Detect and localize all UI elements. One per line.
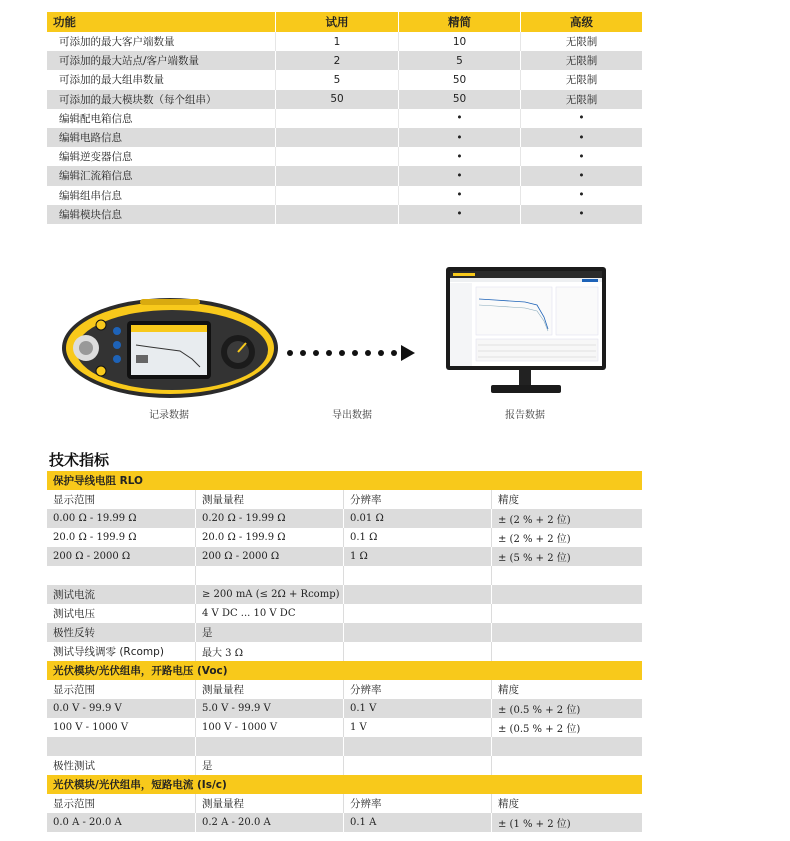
spec-table-cell: 分辨率 [343,680,491,699]
spec-table-cell [343,585,491,604]
spec-table-cell: 0.01 Ω [343,509,491,528]
spec-table-cell: 测量量程 [195,680,343,699]
spec-table-cell: 极性测试 [53,760,95,772]
spec-column-header-row [47,680,642,699]
spec-table-row [47,623,642,642]
feature-table-cell: 5 [275,70,398,89]
spec-table-cell: 0.2 A - 20.0 A [195,813,343,832]
spec-table-cell: 测量量程 [195,490,343,509]
feature-table-row [47,186,642,205]
spec-table-cell: 0.20 Ω - 19.99 Ω [195,509,343,528]
caption-report: 报告数据 [505,410,545,421]
feature-table-cell [275,166,398,185]
feature-table-cell: 编辑逆变器信息 [59,151,133,164]
spec-table-cell: 0.1 A [343,813,491,832]
feature-table-cell: 50 [275,90,398,109]
feature-table-cell: • [520,186,642,205]
feature-table-cell: 可添加的最大组串数量 [59,74,164,87]
spec-table-row [47,585,642,604]
spec-table-cell [343,604,491,623]
spec-table-cell [491,566,642,585]
spec-table [47,471,642,832]
feature-table-cell: 编辑汇流箱信息 [59,170,133,183]
feature-table-cell: 1 [275,32,398,51]
spec-table-cell: 5.0 V - 99.9 V [195,699,343,718]
caption-record: 记录数据 [149,410,189,421]
spec-table-cell: 精度 [491,794,642,813]
feature-table-cell [275,128,398,147]
feature-table-header [47,12,642,32]
feature-table-cell: 10 [398,32,520,51]
spec-table-cell: 100 V - 1000 V [195,718,343,737]
spec-table-cell: 显示范围 [53,494,95,506]
spec-table-cell: 0.0 V - 99.9 V [53,703,122,714]
feature-table-cell: 50 [398,90,520,109]
spec-table-cell [491,756,642,775]
feature-header-cell: 试用 [275,12,398,32]
spec-table-cell: 100 V - 1000 V [53,722,129,733]
feature-table-cell: 编辑组串信息 [59,189,122,202]
spec-table-cell: ± (1 % + 2 位) [491,813,642,832]
spec-table-cell: 20.0 Ω - 199.9 Ω [53,532,137,543]
feature-table-cell: • [520,109,642,128]
feature-table-cell: 无限制 [520,90,642,109]
caption-export: 导出数据 [332,410,372,421]
spec-section-title [47,471,642,490]
spec-table-cell [343,737,491,756]
spec-section-title [47,661,642,680]
feature-table-cell: 无限制 [520,70,642,89]
feature-table-row [47,90,642,109]
feature-table-cell: 50 [398,70,520,89]
spec-table-cell: 极性反转 [53,627,95,639]
spec-table-cell: 是 [195,623,343,642]
feature-table-row [47,51,642,70]
spec-table-cell [47,737,195,756]
spec-table-cell: ± (0.5 % + 2 位) [491,699,642,718]
feature-table-row [47,109,642,128]
workflow-illustration [0,255,790,425]
spec-table-cell: 测试电流 [53,589,95,601]
spec-table-cell [195,566,343,585]
feature-table-cell: 可添加的最大站点/客户端数量 [59,55,200,68]
spec-title: 技术指标 [49,451,110,469]
feature-table-cell: 无限制 [520,32,642,51]
spec-table-cell: ± (5 % + 2 位) [491,547,642,566]
spec-table-row [47,528,642,547]
spec-table-row [47,547,642,566]
spec-table-cell [491,737,642,756]
feature-table-row [47,128,642,147]
feature-table-row [47,147,642,166]
export-arrow [287,345,415,361]
spec-table-cell: 测试导线调零 (Rcomp) [53,646,164,658]
spec-table-cell [491,623,642,642]
spec-table-row [47,737,642,756]
feature-table-cell: 5 [398,51,520,70]
feature-header-cell: 高级 [520,12,642,32]
spec-table-row [47,699,642,718]
spec-table-cell: 分辨率 [343,794,491,813]
spec-table-cell: 200 Ω - 2000 Ω [195,547,343,566]
feature-table-cell: 编辑配电箱信息 [59,112,133,125]
spec-table-row [47,642,642,661]
spec-table-cell [343,642,491,661]
feature-table-cell: 2 [275,51,398,70]
spec-table-row [47,756,642,775]
feature-table-row [47,32,642,51]
spec-table-cell: 显示范围 [53,684,95,696]
spec-table-cell [343,756,491,775]
spec-table-cell: 最大 3 Ω [195,642,343,661]
feature-header-cell: 精简 [398,12,520,32]
spec-table-cell: 200 Ω - 2000 Ω [53,551,131,562]
spec-column-header-row [47,794,642,813]
spec-table-cell [491,642,642,661]
spec-table-cell: 精度 [491,680,642,699]
feature-table-cell [275,147,398,166]
spec-table-row [47,813,642,832]
feature-table-cell: • [398,186,520,205]
spec-table-cell [343,566,491,585]
feature-table-cell: 编辑模块信息 [59,208,122,221]
spec-table-row [47,566,642,585]
spec-table-cell: 是 [195,756,343,775]
feature-table-cell [275,186,398,205]
spec-table-cell: 20.0 Ω - 199.9 Ω [195,528,343,547]
feature-table [47,12,642,224]
spec-table-cell: 1 Ω [343,547,491,566]
spec-table-cell: 测量量程 [195,794,343,813]
feature-table-cell: • [520,128,642,147]
feature-table-cell [275,205,398,224]
spec-table-cell: 测试电压 [53,608,95,620]
spec-section-title-text: 保护导线电阻 RLO [53,475,143,487]
spec-table-cell [491,585,642,604]
spec-section-title-text: 光伏模块/光伏组串，短路电流 (Is/c) [53,779,227,791]
spec-table-cell: 4 V DC ... 10 V DC [195,604,343,623]
spec-table-cell: 0.1 Ω [343,528,491,547]
spec-table-cell [195,737,343,756]
feature-table-cell: • [398,128,520,147]
monitor-image [446,267,606,393]
feature-table-row [47,70,642,89]
feature-table-cell: 可添加的最大客户端数量 [59,36,175,49]
workflow-graphic [0,255,790,425]
spec-section-title [47,775,642,794]
spec-column-header-row [47,490,642,509]
feature-table-row [47,166,642,185]
feature-header-cell: 功能 [53,15,76,29]
feature-table-cell: • [398,147,520,166]
feature-table-cell: • [520,166,642,185]
spec-table-cell: ± (0.5 % + 2 位) [491,718,642,737]
spec-table-row [47,509,642,528]
feature-table-cell: • [398,166,520,185]
spec-table-row [47,604,642,623]
feature-table-cell: 无限制 [520,51,642,70]
feature-table-row [47,205,642,224]
feature-table-cell [275,109,398,128]
feature-table-cell: • [398,109,520,128]
spec-table-cell: 0.1 V [343,699,491,718]
feature-table-cell: 可添加的最大模块数（每个组串） [59,93,217,106]
spec-table-cell [343,623,491,642]
spec-table-cell: 0.00 Ω - 19.99 Ω [53,513,137,524]
spec-table-cell: 显示范围 [53,798,95,810]
spec-table-cell: 1 V [343,718,491,737]
spec-table-row [47,718,642,737]
spec-table-cell [491,604,642,623]
spec-table-cell: 0.0 A - 20.0 A [53,817,122,828]
feature-table-cell: 编辑电路信息 [59,132,122,145]
spec-table-cell [47,566,195,585]
feature-table-cell: • [520,205,642,224]
spec-table-cell: ± (2 % + 2 位) [491,528,642,547]
spec-table-cell: 分辨率 [343,490,491,509]
spec-section-title-text: 光伏模块/光伏组串，开路电压 (Voc) [53,665,228,677]
feature-table-cell: • [520,147,642,166]
spec-table-cell: ± (2 % + 2 位) [491,509,642,528]
spec-table-cell: ≥ 200 mA (≤ 2Ω + Rcomp) [195,585,343,604]
tester-device-image [62,298,278,398]
spec-table-cell: 精度 [491,490,642,509]
feature-table-cell: • [398,205,520,224]
